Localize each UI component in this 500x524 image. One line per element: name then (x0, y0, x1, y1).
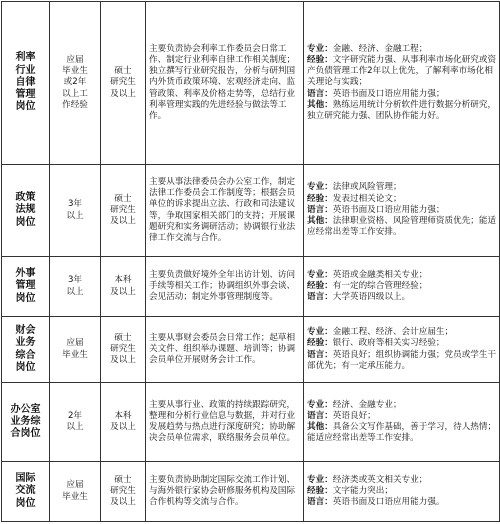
requirement-text: 银行、政府等相关实习经验； (332, 338, 445, 349)
requirement-text: 大学英语四级以上。 (332, 292, 411, 303)
requirement-key: 专业： (307, 182, 333, 193)
duties-cell: 主要从事法律委员会办公室工作，制定法律工作委员会工作制度等；根据会员单位的诉求提出立法、行政和司法建议等，争取国家相关部门的支持；开展课题研究和实务调研活动；协调银行业法律工作交流与合作。 (146, 165, 304, 257)
requirement-key: 经验： (307, 193, 333, 204)
table-row (2, 257, 500, 317)
requirement-text: 文字研究能力强、从事利率市场化研究或资产负债管理工作2年以上优先，了解利率市场化相关理论与实践； (307, 54, 497, 88)
requirements-cell (304, 383, 500, 462)
requirement-key: 专业： (307, 327, 333, 338)
requirement-line (307, 89, 497, 100)
experience-cell: 3年 以上 (50, 165, 101, 257)
education-cell: 硕士 研究生 及以上 (101, 462, 146, 522)
requirement-line (307, 411, 497, 422)
requirement-line (307, 194, 497, 205)
requirement-text: 金融工程、经济、会计应届生； (332, 327, 454, 338)
requirements-cell (304, 2, 500, 165)
requirement-key: 语言： (307, 349, 333, 360)
duties-cell: 主要从事财会委员会日常工作；起草相关文件、组织举办课题、培训等；协调会员单位开展财务会计工作。 (146, 317, 304, 383)
requirement-text: 英语书面及口语应用能力强； (332, 88, 445, 99)
requirement-key: 专业： (307, 269, 333, 280)
education-cell: 硕士 研究生 及以上 (101, 165, 146, 257)
requirement-line (307, 422, 497, 444)
requirement-line (307, 182, 497, 193)
requirement-text: 法律或风险管理； (332, 182, 402, 193)
job-positions-table (1, 1, 500, 522)
table-row (2, 317, 500, 383)
duties-cell: 主要负责协会利率工作委员会日常工作、制定行业利率自律工作相关制度；独立撰写行业研究报告，分析与研判国内外货币政策环境、宏观经济走向、监管政策、利率及价格走势等，总结行业利率管理实践的先进经验与做法等工作。 (146, 2, 304, 165)
requirement-key: 其他： (307, 422, 333, 432)
position-title: 利率 行业 自律 管理 岗位 (2, 2, 50, 165)
table-row (2, 165, 500, 257)
table-row (2, 462, 500, 522)
requirement-text: 英语书面及口语应用能力强； (332, 204, 445, 215)
experience-cell: 应届 毕业生 或2年 以上工 作经验 (50, 2, 101, 165)
requirement-text: 金融、经济、金融工程； (332, 43, 428, 54)
requirement-key: 经验： (307, 485, 333, 496)
requirement-key: 专业： (307, 474, 333, 485)
duties-cell: 主要负责做好境外全年出访计划、访问手续等相关工作；协调组织外事会谈、会见活动；制定外事管理制度等。 (146, 257, 304, 317)
requirement-key: 经验： (307, 280, 333, 291)
requirement-text: 法律职业资格、风险管理师资质优先；能适应经常出差等工作安排。 (307, 216, 497, 238)
requirements-cell (304, 257, 500, 317)
requirement-line (307, 475, 497, 486)
position-title: 国际 交流 岗位 (2, 462, 50, 522)
requirement-key: 经验： (307, 54, 333, 65)
requirement-key: 其他： (307, 216, 333, 227)
requirement-text: 经济类或英文相关专业； (332, 474, 428, 485)
requirement-line (307, 292, 497, 303)
table-row (2, 2, 500, 165)
education-cell: 本科 及以上 (101, 383, 146, 462)
requirements-cell (304, 165, 500, 257)
experience-cell: 3年 以上 (50, 257, 101, 317)
requirement-key: 语言： (307, 88, 333, 99)
education-cell: 硕士 研究生 及以上 (101, 317, 146, 383)
requirement-line (307, 100, 497, 122)
requirement-key: 语言： (307, 410, 333, 421)
requirement-line (307, 338, 497, 349)
duties-cell: 主要负责协助制定国际交流工作计划、与海外银行家协会研修服务机构及国际合作机构等交流与合作。 (146, 462, 304, 522)
position-title: 办公室 业务综 合岗位 (2, 383, 50, 462)
requirement-key: 专业： (307, 43, 333, 54)
requirement-key: 语言： (307, 497, 333, 508)
requirements-cell (304, 462, 500, 522)
requirements-cell (304, 317, 500, 383)
requirement-line (307, 486, 497, 497)
position-title: 财会 业务 综合 岗位 (2, 317, 50, 383)
requirement-text: 英语书面及口语应用能力强。 (332, 497, 445, 508)
requirement-text: 有一定的综合管理经验； (332, 280, 428, 291)
education-cell: 硕士 研究生 及以上 (101, 2, 146, 165)
requirement-line (307, 55, 497, 89)
requirement-line (307, 44, 497, 55)
experience-cell: 应届 毕业生 (50, 317, 101, 383)
requirement-text: 具备公文写作基础，善于学习，待人热情；能适应经常出差等工作安排。 (307, 422, 497, 444)
requirement-line (307, 281, 497, 292)
requirement-key: 语言： (307, 204, 333, 215)
requirement-text: 熟练运用统计分析软件进行数据分析研究，独立研究能力强、团队协作能力好。 (307, 99, 497, 121)
requirement-text: 经济、金融专业； (332, 399, 402, 410)
requirement-line (307, 216, 497, 238)
education-cell: 本科 及以上 (101, 257, 146, 317)
requirement-text: 英语或金融类相关专业； (332, 269, 428, 280)
experience-cell: 2年 以上 (50, 383, 101, 462)
requirement-key: 经验： (307, 338, 333, 349)
requirement-key: 其他： (307, 99, 333, 110)
position-title: 外事 管理 岗位 (2, 257, 50, 317)
requirement-line (307, 270, 497, 281)
requirement-line (307, 350, 497, 372)
experience-cell: 应届 毕业生 (50, 462, 101, 522)
requirement-text: 文字能力突出； (332, 485, 393, 496)
requirement-line (307, 400, 497, 411)
requirement-line (307, 497, 497, 508)
requirement-line (307, 205, 497, 216)
requirement-line (307, 327, 497, 338)
requirement-text: 发表过相关论文； (332, 193, 402, 204)
table-row (2, 383, 500, 462)
duties-cell: 主要从事行业、政策的持续跟踪研究，整理和分析行业信息与数据，并对行业发展趋势与热点进行深度研究；协助解决会员单位需求，联络服务会员单位。 (146, 383, 304, 462)
position-title: 政策 法规 岗位 (2, 165, 50, 257)
requirement-text: 英语良好； (332, 410, 376, 421)
requirement-key: 语言： (307, 292, 333, 303)
requirement-text: 英语良好；组织协调能力强；党员或学生干部优先；有一定承压能力。 (307, 349, 497, 371)
requirement-key: 专业： (307, 399, 333, 410)
